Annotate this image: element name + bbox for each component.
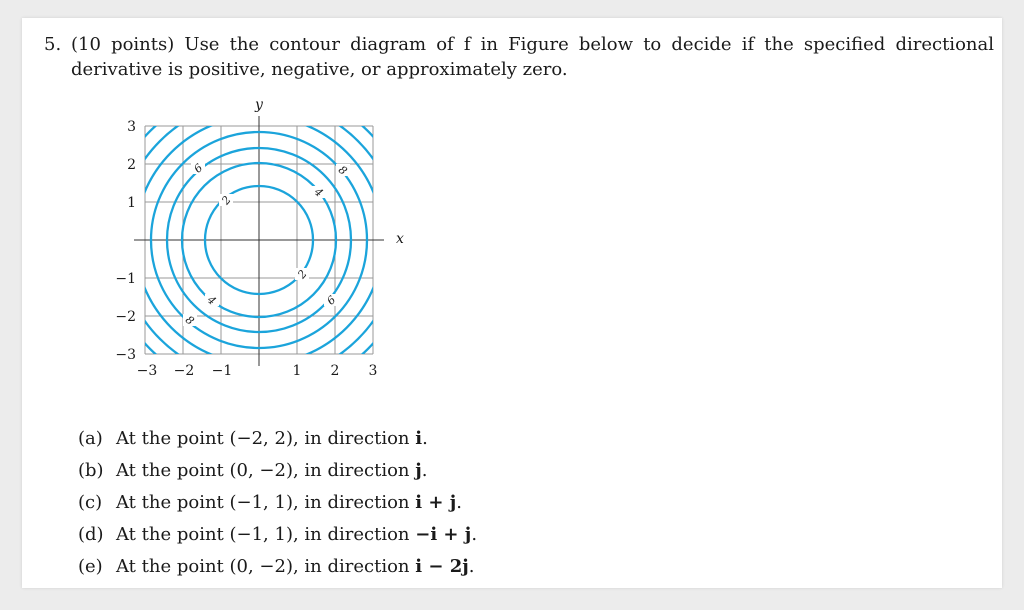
part-label: (c) <box>78 492 103 513</box>
y-tick-label: 3 <box>127 119 136 135</box>
part-text: At the point (0, −2), in direction <box>116 460 416 481</box>
y-tick-label: −3 <box>115 347 136 363</box>
direction-vector: i <box>415 428 423 449</box>
contour-label: 2 <box>219 193 234 208</box>
y-tick-label: −2 <box>115 309 136 325</box>
part-label: (b) <box>78 460 104 481</box>
question-text: (10 points) Use the contour diagram of f in Figure below to decide if the specified directional derivative is positive, negative, or approximately zero. <box>71 34 994 80</box>
contour-diagram <box>92 96 412 406</box>
x-tick-label: 2 <box>330 363 340 379</box>
part-text: At the point (−2, 2), in direction <box>116 428 416 449</box>
y-axis-label: y <box>255 97 263 113</box>
direction-vector: −i + j <box>415 524 472 545</box>
x-tick-label: −3 <box>136 363 158 379</box>
part-label: (e) <box>78 556 103 577</box>
direction-vector: i + j <box>415 492 457 513</box>
sub-question-c <box>78 487 477 519</box>
y-tick-label: −1 <box>115 271 136 287</box>
direction-vector: j <box>415 460 422 481</box>
contour-level-16 <box>92 96 412 406</box>
part-end: . <box>468 556 475 577</box>
contour-label: 6 <box>191 161 206 176</box>
y-tick-label: 1 <box>127 195 136 211</box>
part-label: (d) <box>78 524 104 545</box>
part-label: (a) <box>78 428 103 449</box>
part-text: At the point (−1, 1), in direction <box>116 492 416 513</box>
contour-label: 8 <box>335 163 350 178</box>
question-sheet <box>22 18 1002 588</box>
y-tick-label: 2 <box>127 157 136 173</box>
question-prompt <box>44 32 994 82</box>
contour-label: 4 <box>204 293 219 308</box>
contour-curves <box>92 96 412 406</box>
contour-label: 6 <box>324 293 339 308</box>
part-end: . <box>421 460 428 481</box>
x-tick-label: −1 <box>211 363 233 379</box>
contour-label: 2 <box>295 267 310 282</box>
contour-label: 8 <box>182 313 197 328</box>
direction-vector: i − 2j <box>415 556 469 577</box>
x-tick-label: 1 <box>292 363 302 379</box>
sub-question-a <box>78 423 477 455</box>
contour-label: 4 <box>311 185 326 200</box>
y-tick-labels <box>115 119 136 363</box>
sub-questions <box>78 423 477 583</box>
axis-name-labels <box>254 97 404 247</box>
part-text: At the point (0, −2), in direction <box>116 556 416 577</box>
sub-question-d <box>78 519 477 551</box>
sub-question-b <box>78 455 477 487</box>
sub-question-e <box>78 551 477 583</box>
part-end: . <box>471 524 478 545</box>
part-end: . <box>422 428 428 449</box>
x-tick-labels <box>137 363 378 379</box>
contour-figure <box>92 96 412 410</box>
part-text: At the point (−1, 1), in direction <box>116 524 416 545</box>
x-tick-label: 3 <box>368 363 378 379</box>
question-number: 5. <box>44 34 62 55</box>
part-end: . <box>456 492 462 513</box>
x-tick-label: −2 <box>173 363 195 379</box>
x-axis-label: x <box>396 231 404 247</box>
